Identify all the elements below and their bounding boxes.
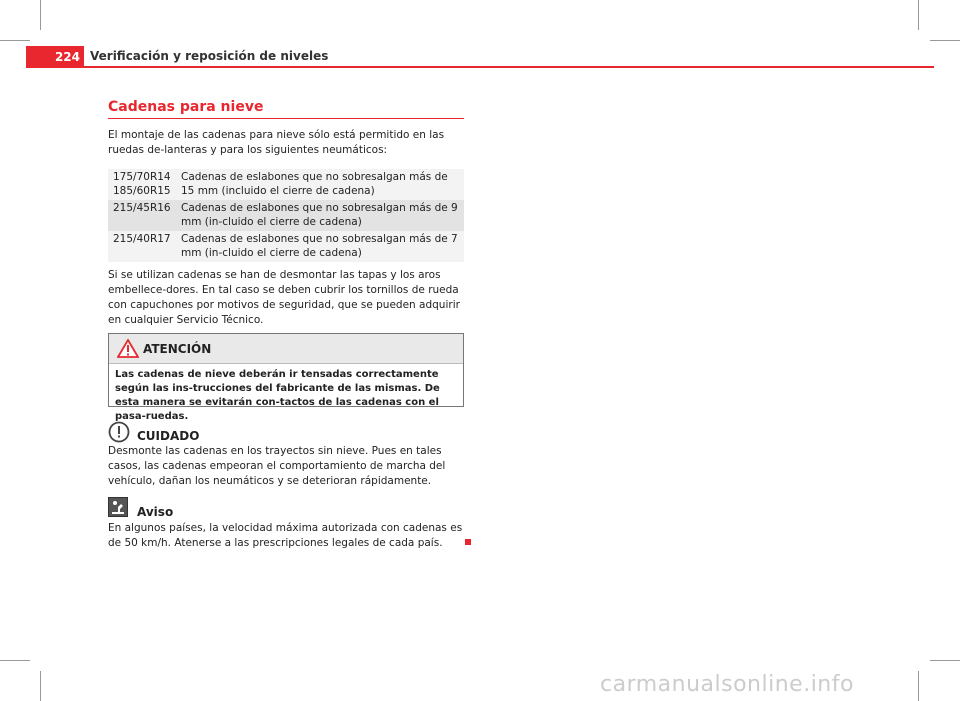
- note-text: En algunos países, la velocidad máxima autorizada con cadenas es de 50 km/h. Atenerse a las prescripciones legales de cada país.: [108, 522, 463, 549]
- chain-spec: Cadenas de eslabones que no sobresalgan más de 15 mm (incluido el cierre de cadena): [181, 171, 448, 197]
- warning-header: [109, 334, 463, 364]
- caution-title: CUIDADO: [137, 429, 200, 443]
- crop-mark: [0, 660, 30, 661]
- info-note-icon: [108, 497, 128, 521]
- crop-mark: [918, 671, 919, 701]
- crop-mark: [0, 40, 30, 41]
- note-title: Aviso: [137, 505, 174, 519]
- crop-mark: [40, 0, 41, 30]
- crop-mark: [930, 660, 960, 661]
- warning-text: Las cadenas de nieve deberán ir tensadas correctamente según las ins-trucciones del fabricante de las mismas. De esta manera se evitarán con-tactos de las cadenas con el pasa-ruedas.: [115, 369, 440, 422]
- watermark: carmanualsonline.info: [600, 672, 854, 697]
- header-divider: [84, 66, 934, 68]
- end-of-section-marker: [465, 539, 471, 545]
- page-number: 224: [26, 46, 84, 68]
- crop-mark: [40, 671, 41, 701]
- table-row: [108, 169, 464, 200]
- tire-size: 215/45R16: [113, 202, 171, 214]
- crop-mark: [930, 40, 960, 41]
- warning-triangle-icon: [117, 339, 139, 362]
- chapter-title: Verificación y reposición de niveles: [90, 49, 329, 63]
- table-row: [108, 200, 464, 231]
- caution-text: Desmonte las cadenas en los trayectos sin nieve. Pues en tales casos, las cadenas empeoran el comportamiento de marcha del vehículo, dañan los neumáticos y se deterioran rápidamente.: [108, 445, 446, 487]
- warning-title: ATENCIÓN: [143, 342, 212, 356]
- tire-chain-table: [108, 169, 464, 262]
- chain-spec: Cadenas de eslabones que no sobresalgan más de 9 mm (in-cluido el cierre de cadena): [181, 202, 458, 228]
- crop-mark: [918, 0, 919, 30]
- chain-spec: Cadenas de eslabones que no sobresalgan más de 7 mm (in-cluido el cierre de cadena): [181, 233, 458, 259]
- section-divider: [108, 118, 464, 119]
- warning-box: [108, 333, 464, 422]
- tire-size: 175/70R14 185/60R15: [113, 171, 171, 197]
- body-paragraph: Si se utilizan cadenas se han de desmontar las tapas y los aros embellece-dores. En tal caso se deben cubrir los tornillos de rueda con capuchones por motivos de seguridad, que se pueden adquirir en cualquier Servicio Técnico.: [108, 269, 460, 326]
- section-title: Cadenas para nieve: [108, 99, 264, 115]
- intro-paragraph: El montaje de las cadenas para nieve sólo está permitido en las ruedas de-lanteras y para los siguientes neumáticos:: [108, 129, 445, 156]
- tire-size: 215/40R17: [113, 233, 171, 245]
- table-row: [108, 231, 464, 262]
